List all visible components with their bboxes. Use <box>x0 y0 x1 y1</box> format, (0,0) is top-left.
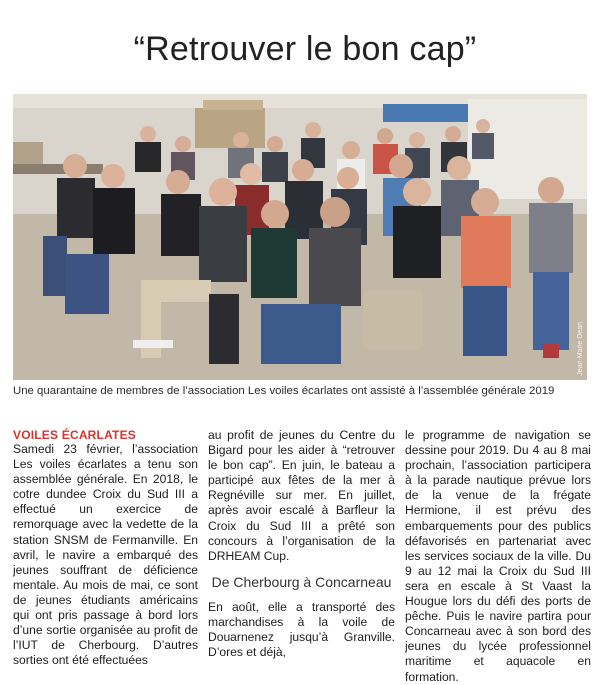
article-column-3 <box>405 428 591 685</box>
photo-credit: Jean-Marie Dean <box>577 322 584 376</box>
article-subhead: De Cherbourg à Concarneau <box>211 573 392 590</box>
photo-caption: Une quarantaine de membres de l’association Les voiles écarlates ont assisté à l’assemblée générale 2019 <box>13 385 555 397</box>
article-kicker: VOILES ÉCARLATES <box>13 428 136 442</box>
article-paragraph: au profit de jeunes du Centre du Bigard pour les aider à “retrouver le bon cap”. En juin, le bateau a participé aux fêtes de la mer à Regnéville sur mer. En juillet, après avoir escalé à Barfleur la Croix du Sud III a prêté son concours à l’organisation de la DRHEAM Cup. <box>208 428 395 563</box>
article-paragraph: Samedi 23 février, l’association Les voiles écarlates a tenu son assemblée générale. En 2018, le cotre dundee Croix du Sud III a effectué un exercice de remorquage avec la vedette de la station SNSM de Fermanville. En avril, le navire a embarqué des jeunes souffrant de déficience mentale. Au mois de mai, ce sont de jeunes étudiants américains qui ont pris passage à bord lors d’une sortie organisée au profit de l’IUT de Cherbourg. D’autres sorties ont été effectuées <box>13 442 198 668</box>
article-paragraph: le programme de navigation se dessine pour 2019. Du 4 au 8 mai prochain, l’association participera à la parade nautique prévue lors de la venue de la frégate Hermione, il est prévu des embarquements pour des publics défavorisés en partenariat avec les services sociaux de la ville. Du 9 au 12 mai la Croix du Sud III sera en escale à St Vaast la Hougue lors du défi des ports de pêche. Puis le navire partira pour Concarneau avec à son bord des jeunes du lycée professionnel maritime et aquacole en formation. <box>405 428 591 684</box>
headline: “Retrouver le bon cap” <box>133 30 477 68</box>
article-paragraph: En août, elle a transporté des marchandises à la voile de Douarnenez jusqu’à Granville. D’ores et déjà, <box>208 599 395 660</box>
meeting-photo-illustration <box>13 94 587 380</box>
news-photo <box>13 94 587 380</box>
article-column-2 <box>208 428 395 660</box>
article-column-1 <box>13 428 198 668</box>
